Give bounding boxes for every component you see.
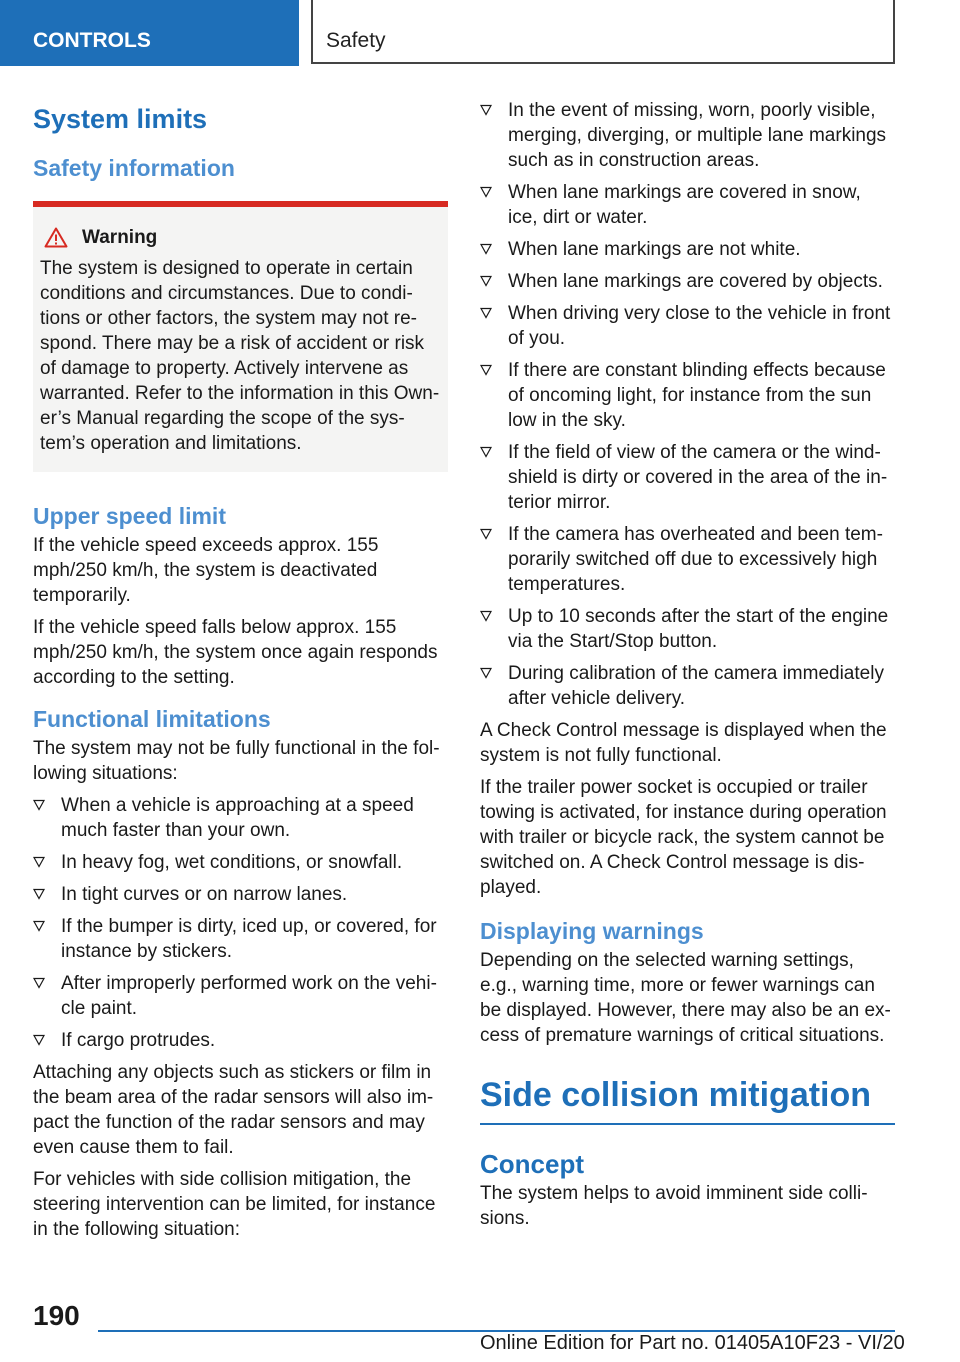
bullet-triangle-icon — [480, 667, 492, 679]
bullet-triangle-icon — [480, 104, 492, 116]
bullet-triangle-icon — [33, 856, 45, 868]
bullet-triangle-icon — [33, 920, 45, 932]
bullet-triangle-icon — [480, 446, 492, 458]
bullet-triangle-icon — [33, 1034, 45, 1046]
lane-conditions-list — [480, 98, 895, 711]
concept-text: The system helps to avoid imminent side collisions. — [480, 1183, 868, 1229]
bullet-triangle-icon — [480, 186, 492, 198]
list-item: If cargo protrudes. — [33, 1028, 448, 1053]
bullet-triangle-icon — [480, 528, 492, 540]
footer-edition: Online Edition for Part no. 01405A10F23 - VI/20 — [480, 1332, 905, 1354]
displaying-warnings-heading: Displaying warnings — [480, 918, 704, 944]
bullet-triangle-icon — [33, 977, 45, 989]
list-item: In the event of missing, worn, poorly visible, merging, diverging, or multiple lane markings such as in construction areas. — [480, 98, 895, 173]
list-item: During calibration of the camera immediately after vehicle delivery. — [480, 661, 895, 711]
upper-speed-limit-heading: Upper speed limit — [33, 503, 226, 529]
list-item: When lane markings are covered in snow, ice, dirt or water. — [480, 180, 895, 230]
bullet-triangle-icon — [480, 610, 492, 622]
list-item: When driving very close to the vehicle in front of you. — [480, 301, 895, 351]
safety-information-heading: Safety information — [33, 155, 235, 181]
section-tab: CONTROLS — [0, 0, 299, 66]
list-item: In tight curves or on narrow lanes. — [33, 882, 448, 907]
upper-speed-text-1: If the vehicle speed exceeds approx. 155 mph/250 km/h, the system is deactivated temporarily. — [33, 535, 379, 606]
list-item: If the bumper is dirty, iced up, or covered, for instance by stickers. — [33, 914, 448, 964]
page-header — [0, 0, 960, 66]
side-collision-mitigation-heading: Side collision mitigation — [480, 1074, 895, 1125]
bullet-triangle-icon — [33, 799, 45, 811]
list-item: When lane markings are covered by objects. — [480, 269, 895, 294]
functional-limitations-heading: Functional limitations — [33, 706, 271, 732]
system-limits-heading: System limits — [33, 104, 208, 134]
warning-title: Warning — [82, 227, 158, 248]
functional-intro: The system may not be fully functional in the following situations: — [33, 738, 440, 784]
list-item: If there are constant blinding effects because of oncoming light, for instance from the sun low in the sky. — [480, 358, 895, 433]
trailer-text: If the trailer power socket is occupied or trailer towing is activated, for instance during operation with trailer or bicycle rack, the system cannot be switched on. A Check Control message is displayed. — [480, 777, 887, 898]
bullet-triangle-icon — [480, 275, 492, 287]
functional-list — [33, 793, 448, 1053]
radar-sensor-text: Attaching any objects such as stickers or film in the beam area of the radar sensors will also impact the function of the radar sensors and may even cause them to fail. — [33, 1062, 434, 1158]
warning-title-row — [40, 225, 441, 250]
warning-box — [33, 201, 448, 472]
side-collision-limit-text: For vehicles with side collision mitigation, the steering intervention can be limited, for instance in the following situation: — [33, 1169, 436, 1240]
displaying-warnings-text: Depending on the selected warning settings, e.g., warning time, more or fewer warnings can be displayed. However, there may also be an excess of premature warnings of critical situations. — [480, 950, 891, 1046]
chapter-title: Safety — [311, 0, 895, 64]
list-item: If the camera has overheated and been temporarily switched off due to excessively high temperatures. — [480, 522, 895, 597]
bullet-triangle-icon — [480, 364, 492, 376]
list-item: After improperly performed work on the vehicle paint. — [33, 971, 448, 1021]
bullet-triangle-icon — [480, 243, 492, 255]
bullet-triangle-icon — [480, 307, 492, 319]
warning-text: The system is designed to operate in certain conditions and circumstances. Due to conditions or other factors, the system may not respond. There may be a risk of accident or risk of damage to property. Actively intervene as warranted. Refer to the information in this Owner’s Manual regarding the scope of the system’s operation and limitations. — [40, 258, 440, 454]
right-column — [480, 98, 895, 1238]
upper-speed-text-2: If the vehicle speed falls below approx. 155 mph/250 km/h, the system once again responds according to the setting. — [33, 617, 438, 688]
list-item: When a vehicle is approaching at a speed much faster than your own. — [33, 793, 448, 843]
check-control-text: A Check Control message is displayed when the system is not fully functional. — [480, 720, 887, 766]
concept-heading: Concept — [480, 1149, 584, 1179]
list-item: In heavy fog, wet conditions, or snowfall. — [33, 850, 448, 875]
page-number: 190 — [33, 1300, 80, 1331]
list-item: Up to 10 seconds after the start of the engine via the Start/Stop button. — [480, 604, 895, 654]
left-column — [33, 98, 448, 1249]
warning-triangle-icon — [44, 227, 68, 248]
list-item: When lane markings are not white. — [480, 237, 895, 262]
bullet-triangle-icon — [33, 888, 45, 900]
list-item: If the field of view of the camera or the windshield is dirty or covered in the area of the interior mirror. — [480, 440, 895, 515]
